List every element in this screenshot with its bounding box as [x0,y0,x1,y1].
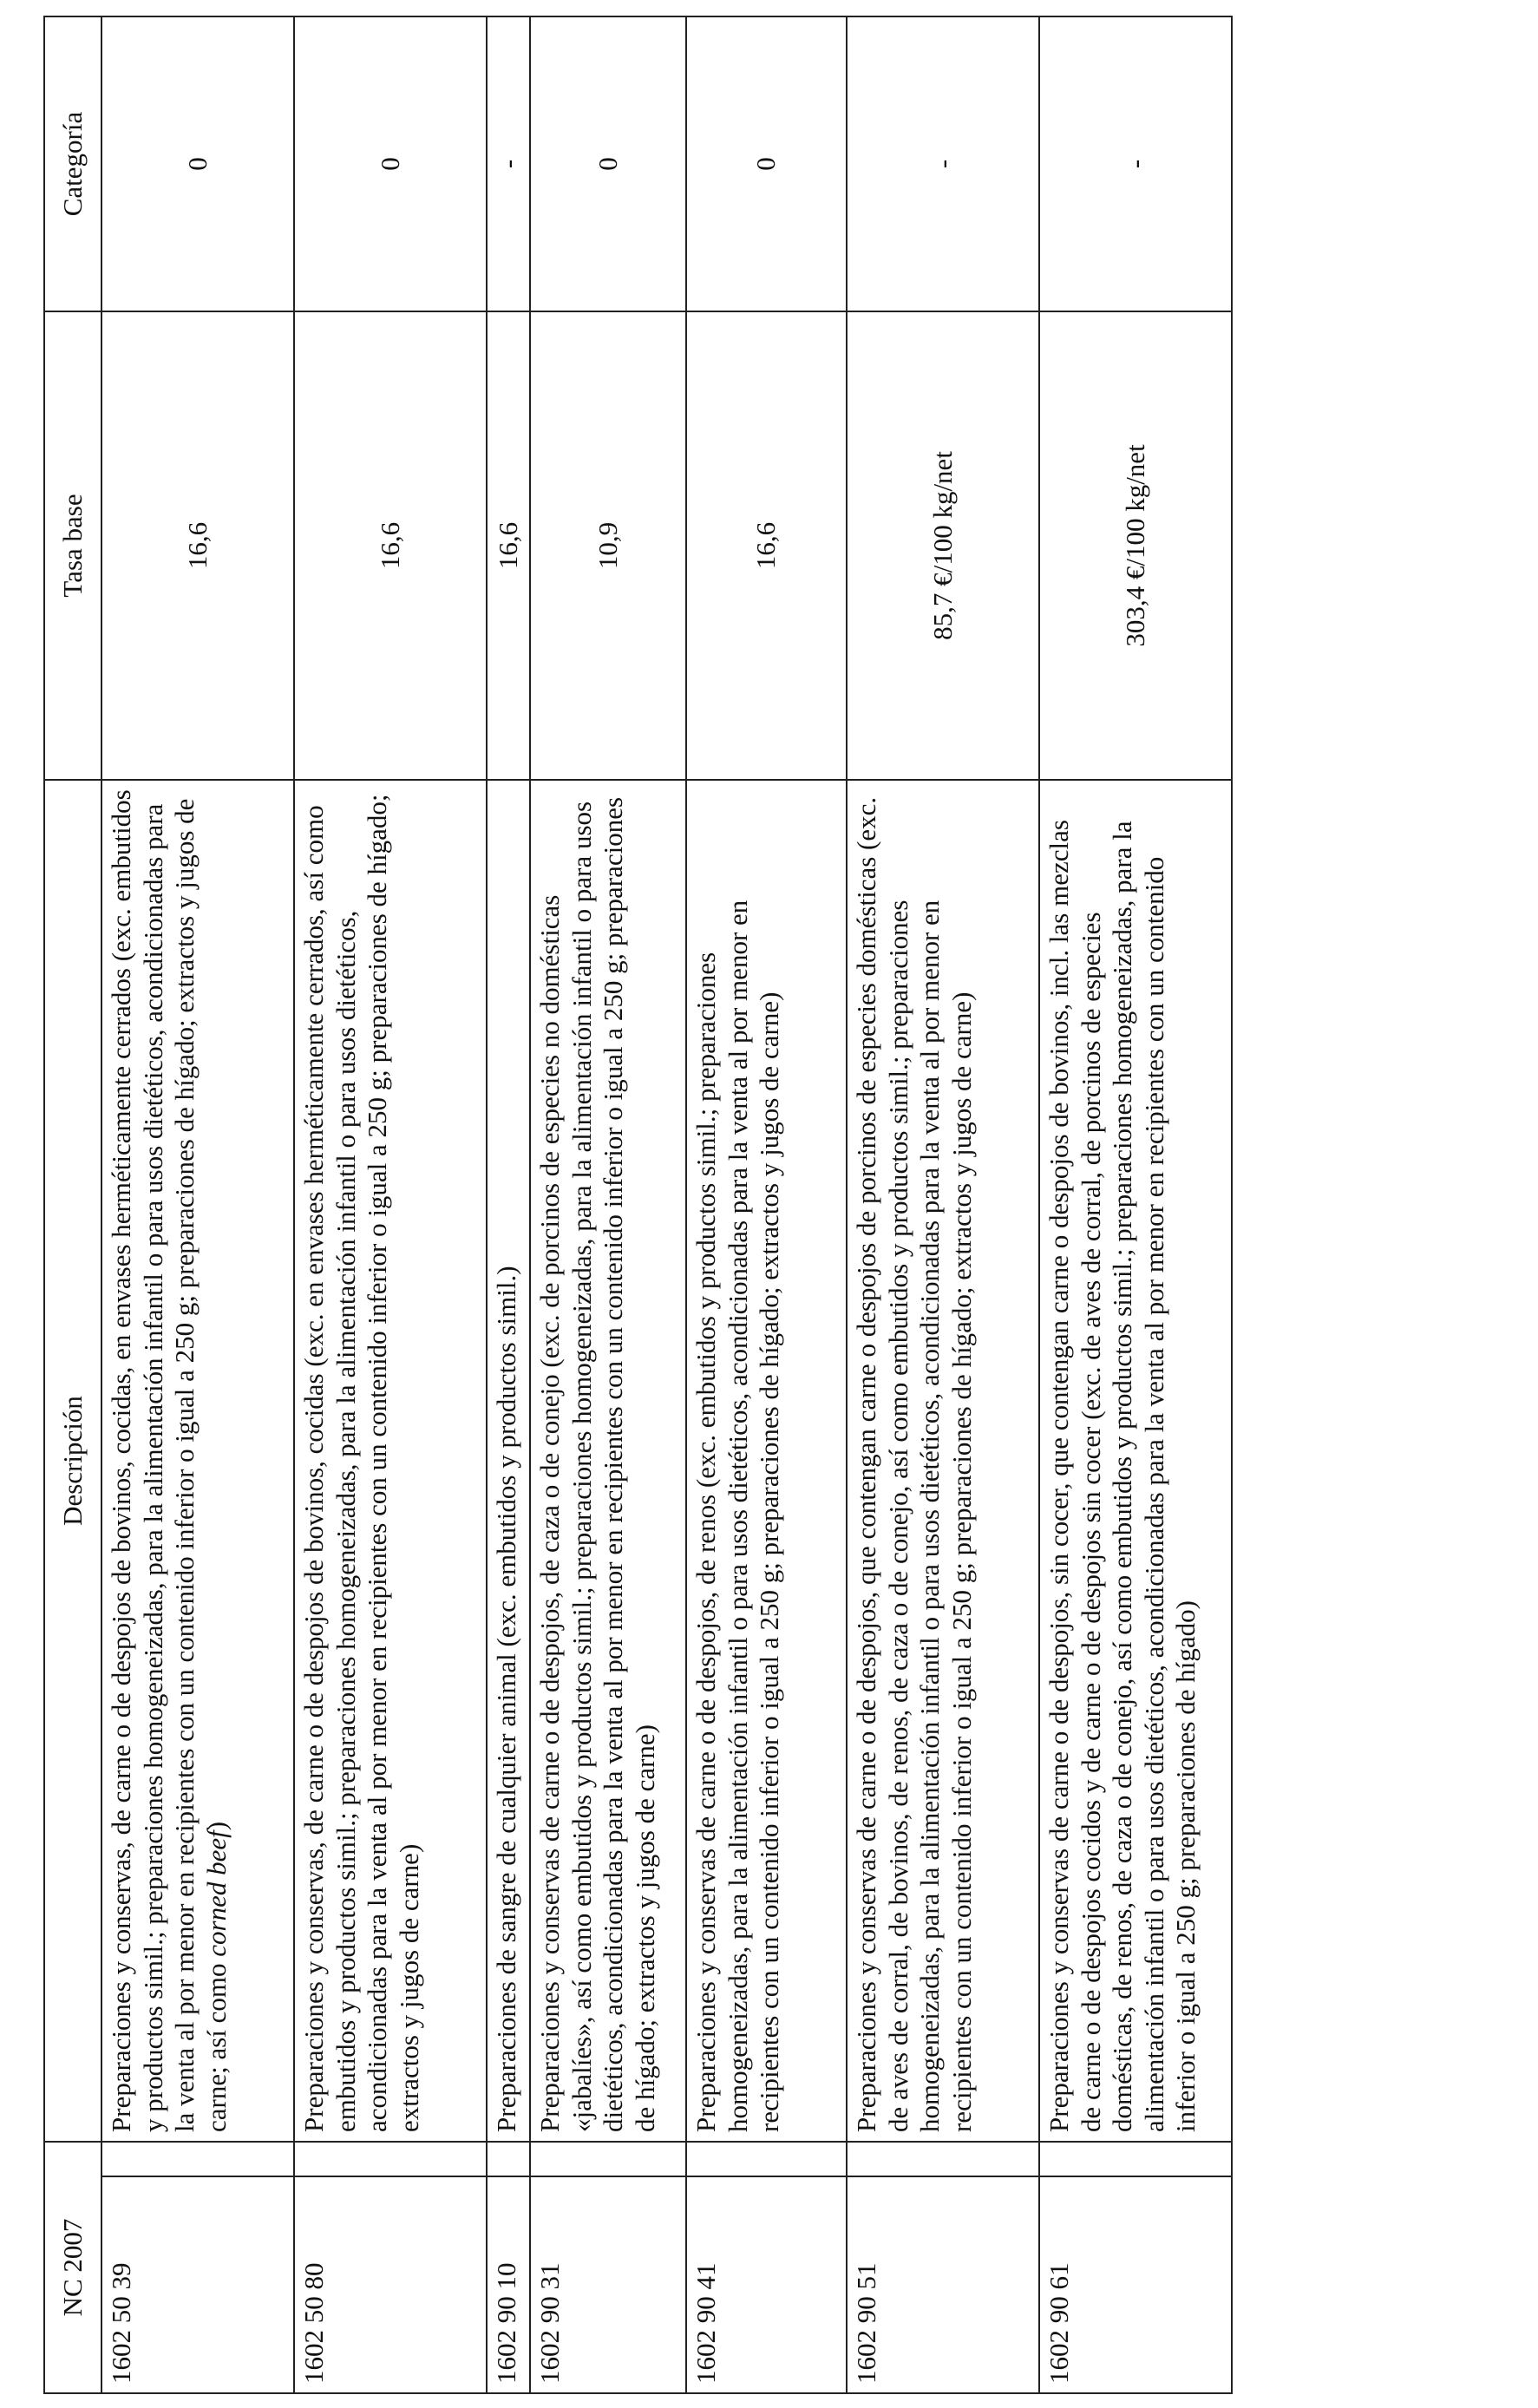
cell-category: 0 [686,16,847,311]
cell-gap [686,2142,847,2176]
cell-code: 1602 90 51 [847,2176,1039,2393]
table-row [1039,16,1232,2393]
cell-code: 1602 90 31 [530,2176,686,2393]
cell-rate: 16,6 [101,311,294,780]
cell-gap [847,2142,1039,2176]
cell-gap [1039,2142,1232,2176]
tariff-table [43,16,1233,2394]
cell-description [530,780,686,2142]
cell-gap [530,2142,686,2176]
description-text: Preparaciones y conservas de carne o de despojos, sin cocer, que contengan carne o despojos de bovinos, incl. las mezclas de carne o de despojos cocidos y de carne o de despojos sin cocer (exc. de aves de corral, de porcinos de especies domésticas, de renos, de caza o de conejo, así como embutidos y productos simil.; preparaciones homogeneizadas, para la alimentación infantil o para usos dietéticos, acondicionadas para la venta al por menor en recipientes con un contenido inferior o igual a 250 g; preparaciones de hígado) [1044,820,1201,2132]
cell-gap [101,2142,294,2176]
description-text: Preparaciones de sangre de cualquier animal (exc. embutidos y productos simil.) [491,1266,521,2132]
header-code: NC 2007 [44,2142,101,2393]
cell-code: 1602 90 10 [487,2176,530,2393]
header-rate: Tasa base [44,311,101,780]
cell-category: 0 [294,16,487,311]
description-text: Preparaciones y conservas de carne o de despojos, que contengan carne o despojos de porcinos de especies domésticas (exc. de aves de corral, de bovinos, de renos, de caza o de conejo, así como embutidos y productos simil.; preparaciones homogeneizadas, para la alimentación infantil o para usos dietéticos, acondicionadas para la venta al por menor en recipientes con un contenido inferior o igual a 250 g; preparaciones de hígado; extractos y jugos de carne) [851,796,977,2132]
table-row [530,16,686,2393]
cell-category: - [1039,16,1232,311]
table-header-row [44,16,101,2393]
description-text: Preparaciones y conservas de carne o de despojos, de caza o de conejo (exc. de porcinos de especies no domésticas «jabalíes», así como embutidos y productos simil.; preparaciones homogeneizadas, para la alimentación infantil o para usos dietéticos, acondicionadas para la venta al por menor en recipientes con un contenido inferior o igual a 250 g; preparaciones de hígado; extractos y jugos de carne) [534,796,660,2132]
cell-description [294,780,487,2142]
cell-description [101,780,294,2142]
cell-code: 1602 50 80 [294,2176,487,2393]
cell-rate: 303,4 €/100 kg/net [1039,311,1232,780]
rotated-page [43,17,1206,2394]
description-italic: corned beef [200,1830,232,1957]
cell-description [686,780,847,2142]
cell-category: 0 [101,16,294,311]
cell-description [847,780,1039,2142]
cell-rate: 85,7 €/100 kg/net [847,311,1039,780]
description-text: Preparaciones y conservas de carne o de despojos, de renos (exc. embutidos y productos simil.; preparaciones homogeneizadas, para la alimentación infantil o para usos dietéticos, acondicionadas para la venta al por menor en recipientes con un contenido inferior o igual a 250 g; preparaciones de hígado; extractos y jugos de carne) [690,900,785,2132]
cell-category: 0 [530,16,686,311]
cell-rate: 16,6 [487,311,530,780]
cell-gap [487,2142,530,2176]
cell-rate: 10,9 [530,311,686,780]
cell-rate: 16,6 [294,311,487,780]
cell-category: - [847,16,1039,311]
header-description: Descripción [44,780,101,2142]
table-row [294,16,487,2393]
cell-code: 1602 90 61 [1039,2176,1232,2393]
cell-description [487,780,530,2142]
table-row [686,16,847,2393]
cell-category: - [487,16,530,311]
cell-code: 1602 50 39 [101,2176,294,2393]
cell-code: 1602 90 41 [686,2176,847,2393]
cell-gap [294,2142,487,2176]
description-tail: ) [200,1821,232,1831]
cell-rate: 16,6 [686,311,847,780]
header-category: Categoría [44,16,101,311]
cell-description [1039,780,1232,2142]
table-row [101,16,294,2393]
description-text: Preparaciones y conservas, de carne o de despojos de bovinos, cocidas, en envases herméticamente cerrados (exc. embutidos y productos simil.; preparaciones homogeneizadas, para la alimentación infantil o para usos dietéticos, acondicionadas para la venta al por menor en recipientes con un contenido inferior o igual a 250 g; preparaciones de hígado; extractos y jugos de carne; así como [106,789,232,2132]
description-text: Preparaciones y conservas, de carne o de despojos de bovinos, cocidas (exc. en envases herméticamente cerrados, así como embutidos y productos simil.; preparaciones homogeneizadas, para la alimentación infantil o para usos dietéticos, acondicionadas para la venta al por menor en recipientes con un contenido inferior o igual a 250 g; preparaciones de hígado; extractos y jugos de carne) [298,794,424,2132]
table-row [487,16,530,2393]
table-row [847,16,1039,2393]
